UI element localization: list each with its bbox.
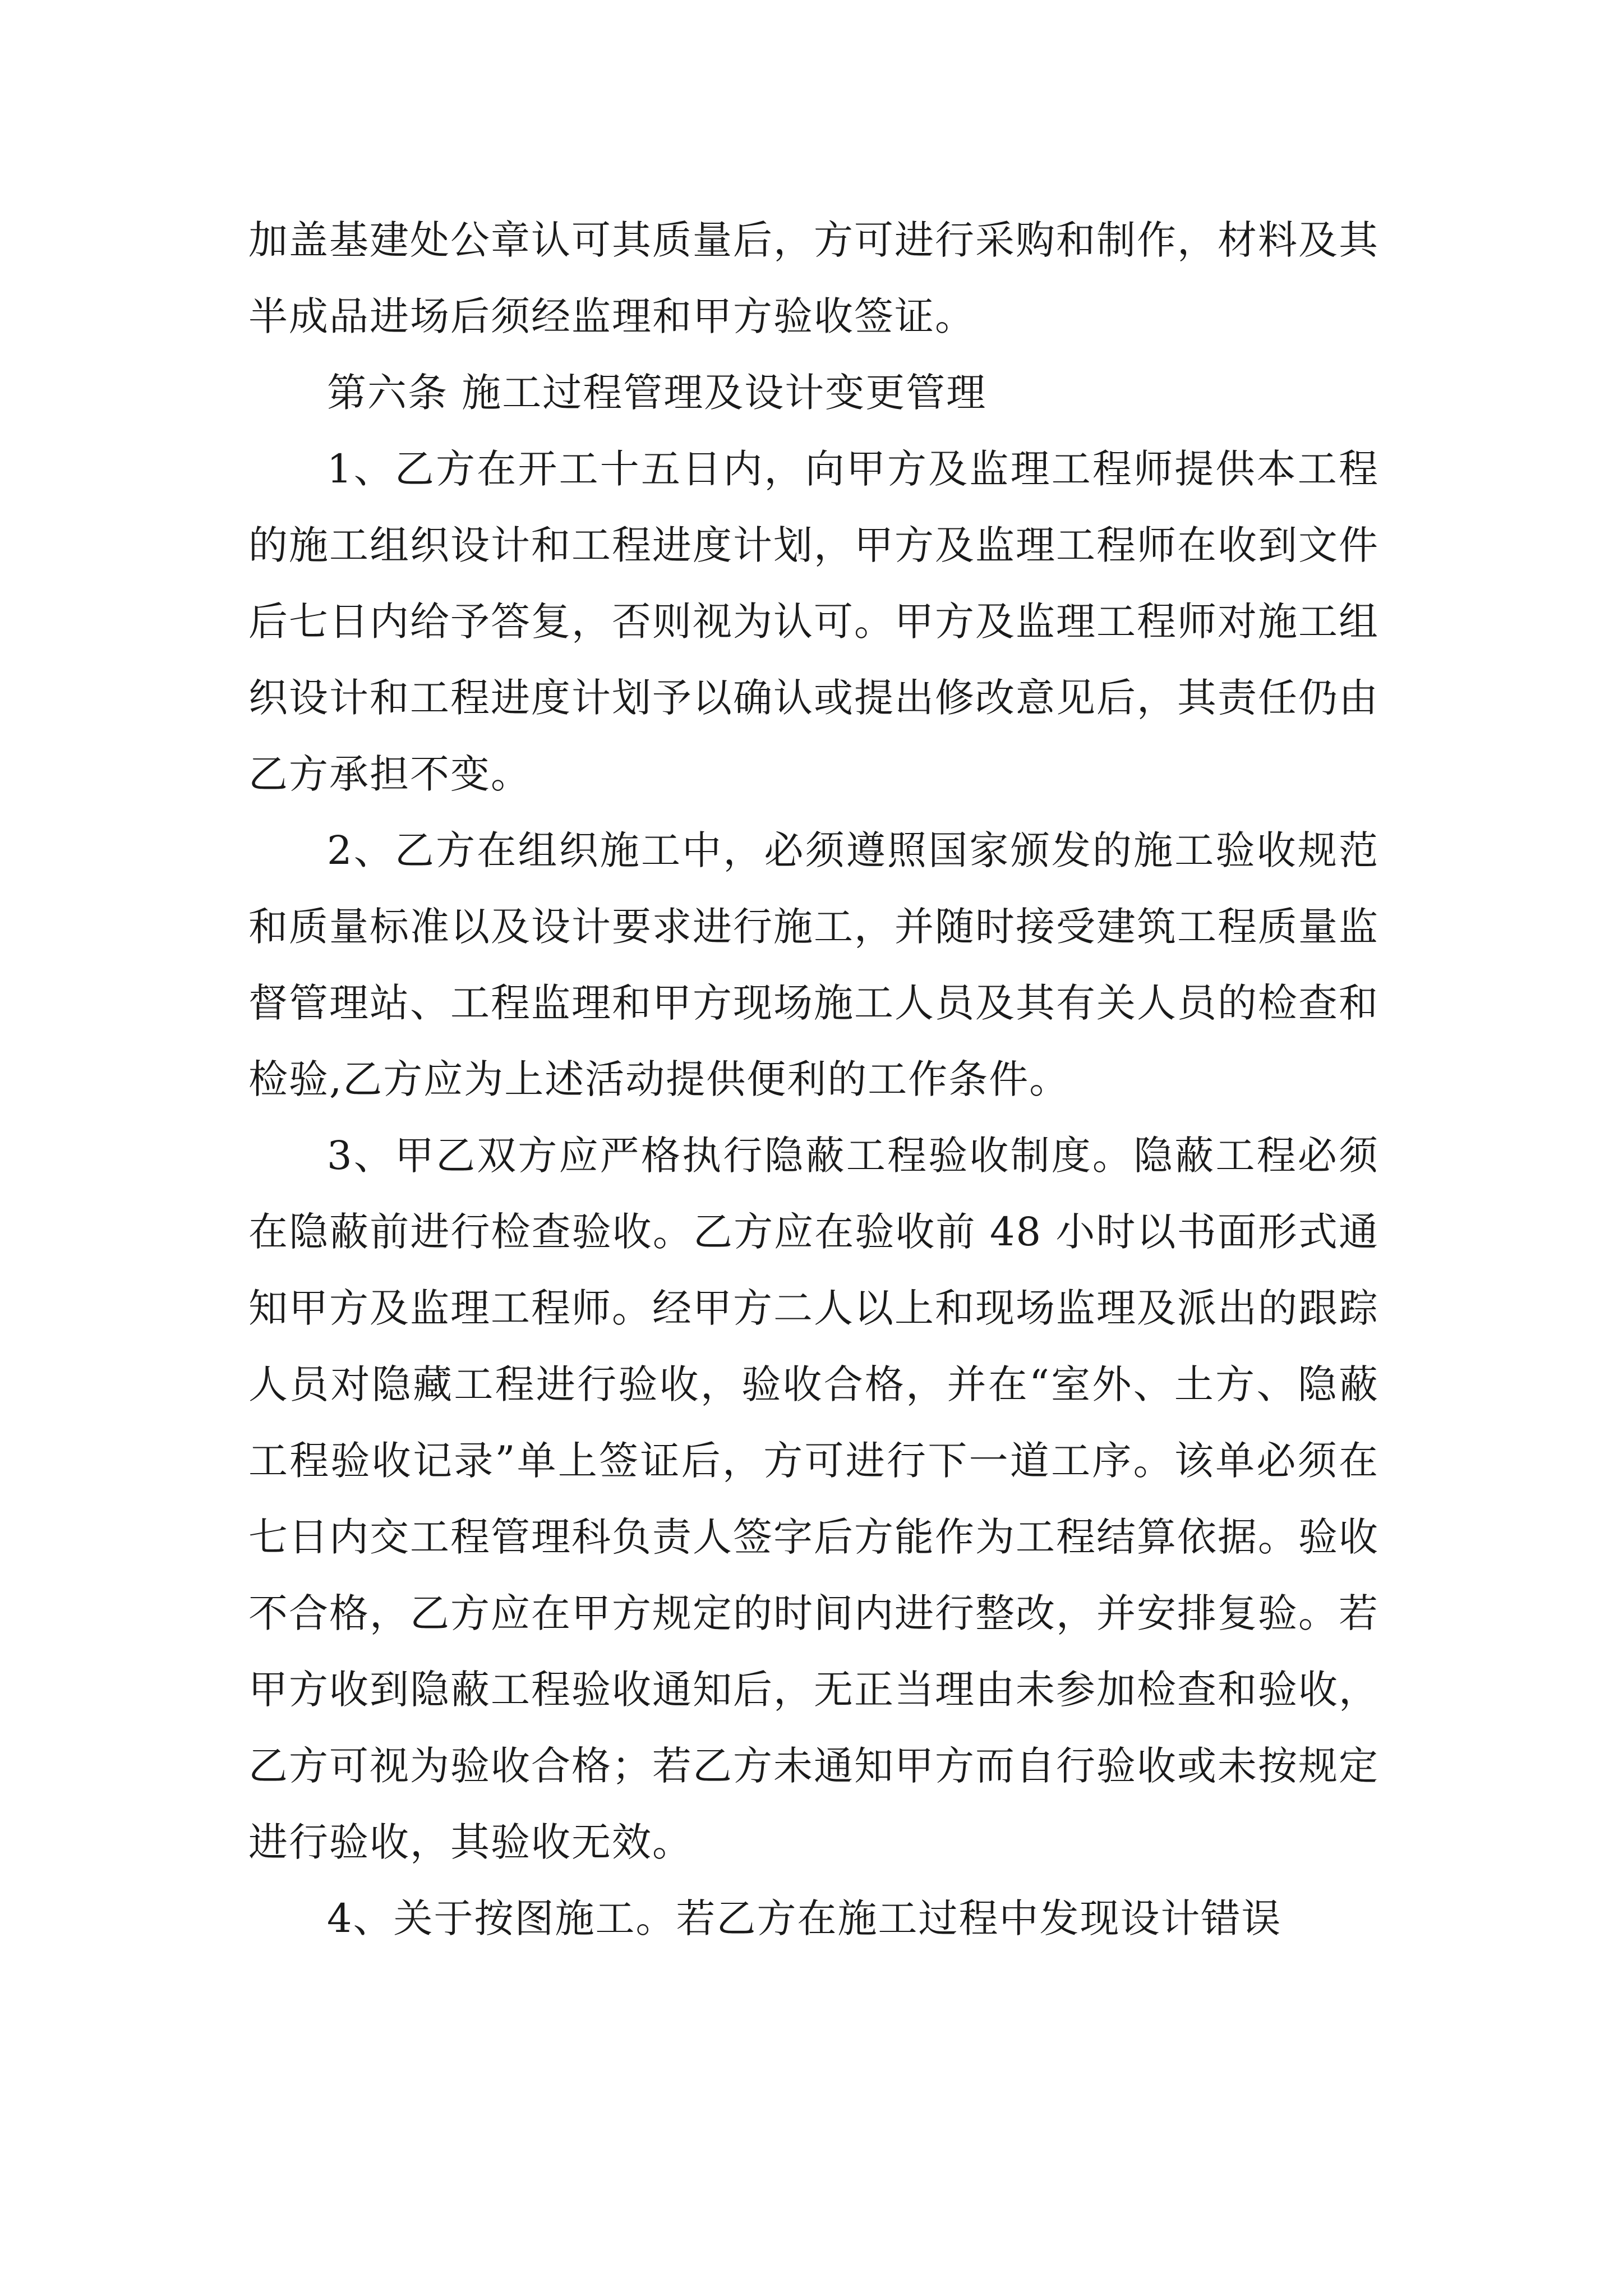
paragraph-item-1: 1、乙方在开工十五日内，向甲方及监理工程师提供本工程的施工组织设计和工程进度计划，甲方及监理工程师在收到文件后七日内给予答复，否则视为认可。甲方及监理工程师对施工组织设计和工程进度计划予以确认或提出修改意见后，其责任仍由乙方承担不变。	[248, 446, 1379, 797]
section-heading-article-6: 第六条 施工过程管理及设计变更管理	[327, 370, 987, 416]
document-body	[248, 202, 1379, 1957]
paragraph-item-4: 4、关于按图施工。若乙方在施工过程中发现设计错误	[327, 1895, 1282, 1941]
paragraph-item-2: 2、乙方在组织施工中，必须遵照国家颁发的施工验收规范和质量标准以及设计要求进行施工，并随时接受建筑工程质量监督管理站、工程监理和甲方现场施工人员及其有关人员的检查和检验,乙方应为上述活动提供便利的工作条件。	[248, 827, 1379, 1102]
paragraph-item-3: 3、甲乙双方应严格执行隐蔽工程验收制度。隐蔽工程必须在隐蔽前进行检查验收。乙方应在验收前 48 小时以书面形式通知甲方及监理工程师。经甲方二人以上和现场监理及派出的跟踪人员对隐藏工程进行验收，验收合格，并在“室外、土方、隐蔽工程验收记录”单上签证后，方可进行下一道工序。该单必须在七日内交工程管理科负责人签字后方能作为工程结算依据。验收不合格，乙方应在甲方规定的时间内进行整改，并安排复验。若甲方收到隐蔽工程验收通知后，无正当理由未参加检查和验收，乙方可视为验收合格；若乙方未通知甲方而自行验收或未按规定进行验收，其验收无效。	[248, 1133, 1379, 1865]
paragraph-material-approval: 加盖基建处公章认可其质量后，方可进行采购和制作，材料及其半成品进场后须经监理和甲方验收签证。	[248, 217, 1379, 339]
